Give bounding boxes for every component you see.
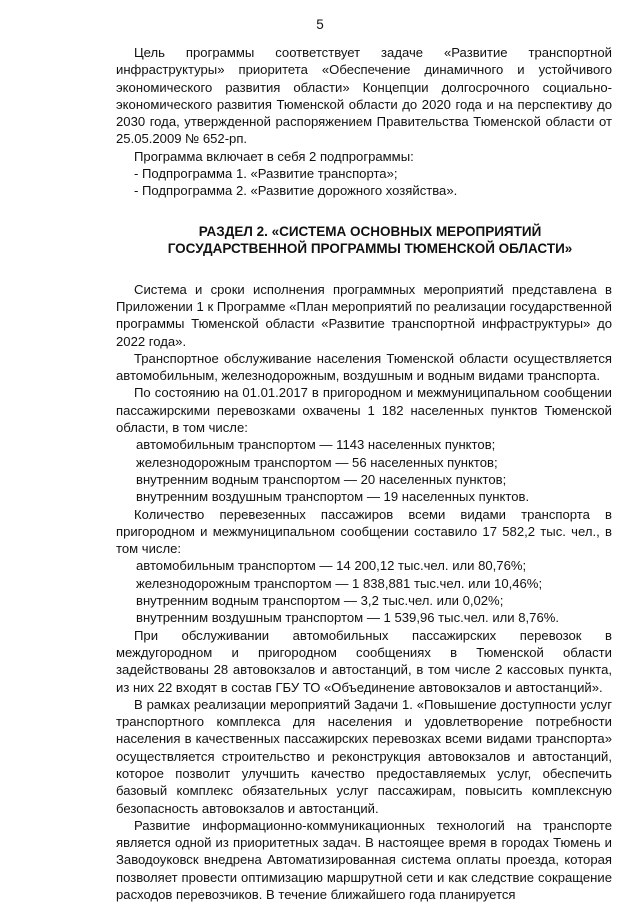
list-item: внутренним воздушным транспортом — 1 539,96 тыс.чел. или 8,76%. — [136, 610, 560, 626]
paragraph: Количество перевезенных пассажиров всеми видами транспорта в пригородном и межмуниципальном сообщении составило 17 582,2 тыс. чел., в том числе: — [116, 506, 612, 557]
document-body — [116, 44, 612, 903]
paragraph: Транспортное обслуживание населения Тюменской области осуществляется автомобильным, железнодорожным, воздушным и водным видами транспорта. — [116, 350, 612, 384]
paragraph: - Подпрограмма 2. «Развитие дорожного хозяйства». — [134, 183, 458, 199]
page-number: 5 — [316, 17, 324, 32]
list-item: внутренним водным транспортом — 3,2 тыс.чел. или 0,02%; — [136, 593, 504, 609]
section-heading: РАЗДЕЛ 2. «СИСТЕМА ОСНОВНЫХ МЕРОПРИЯТИЙ ГОСУДАРСТВЕННОЙ ПРОГРАММЫ ТЮМЕНСКОЙ ОБЛАСТИ» — [167, 223, 573, 256]
paragraph: Цель программы соответствует задаче «Развитие транспортной инфраструктуры» приоритета «Обеспечение динамичного и устойчивого экономического развития области» Концепции долгосрочного социально-экономического развития Тюменской области до 2020 года и на перспективу до 2030 года, утвержденной распоряжением Правительства Тюменской области от 25.05.2009 № 652-рп. — [116, 45, 612, 147]
paragraph: В рамках реализации мероприятий Задачи 1. «Повышение доступности услуг транспортного комплекса для населения и удовлетворение потребности населения в качественных пассажирских перевозках всеми видами транспорта» осуществляется строительство и реконструкция автовокзалов и автостанций, которое позволит улучшить качество предоставляемых услуг, обеспечить базовый комплекс обязательных услуг пассажирам, повысить комплексную безопасность автовокзалов и автостанций. — [116, 696, 612, 816]
paragraph: Развитие информационно-коммуникационных технологий на транспорте является одной из приоритетных задач. В настоящее время в городах Тюмень и Заводоуковск внедрена Автоматизированная система оплаты проезда, которая позволяет провести оптимизацию маршрутной сети и как следствие сокращение расходов перевозчиков. В течение ближайшего года планируется — [116, 817, 612, 903]
list-item: внутренним воздушным транспортом — 19 населенных пунктов. — [136, 489, 530, 505]
list-item: внутренним водным транспортом — 20 населенных пунктов; — [136, 471, 507, 487]
paragraph: По состоянию на 01.01.2017 в пригородном и межмуниципальном сообщении пассажирскими перевозками охвачены 1 182 населенных пунктов Тюменской области, в том числе: — [116, 385, 612, 436]
paragraph: При обслуживании автомобильных пассажирских перевозок в междугородном и пригородном сообщениях в Тюменской области задействованы 28 автовокзалов и автостанций, в том числе 2 кассовых пункта, из них 22 входят в состав ГБУ ТО «Объединение автовокзалов и автостанций». — [116, 627, 612, 695]
list-item: автомобильным транспортом — 14 200,12 тыс.чел. или 80,76%; — [136, 558, 527, 574]
list-item: автомобильным транспортом — 1143 населенных пунктов; — [136, 437, 496, 453]
list-item: железнодорожным транспортом — 56 населенных пунктов; — [136, 454, 498, 470]
list-item: железнодорожным транспортом — 1 838,881 тыс.чел. или 10,46%; — [136, 575, 543, 591]
paragraph: - Подпрограмма 1. «Развитие транспорта»; — [134, 166, 398, 182]
paragraph: Система и сроки исполнения программных мероприятий представлена в Приложении 1 к Программе «План мероприятий по реализации государственной программы Тюменской области «Развитие транспортной инфраструктуры» до 2022 года». — [116, 281, 612, 349]
paragraph: Программа включает в себя 2 подпрограммы: — [134, 148, 414, 164]
